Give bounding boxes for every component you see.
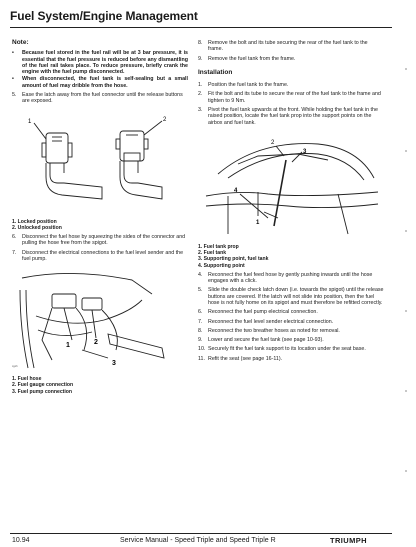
callout-1: 1 [28, 118, 32, 125]
callout-2: 2 [163, 116, 167, 123]
step-item [198, 272, 384, 285]
step-number: 7. [198, 318, 203, 325]
step-text: Reconnect the fuel feed hose by gently pushing inwards until the hose engages with a click. [208, 271, 373, 285]
warning-item [12, 76, 188, 89]
legend-item: 4. Supporting point [198, 262, 245, 269]
step-item [198, 40, 384, 53]
step-text: Securely fit the fuel tank support to its location under the seat base. [208, 346, 366, 353]
warning-item [12, 50, 188, 75]
step-item [12, 92, 188, 105]
step-item [198, 356, 384, 362]
step-number: 5. [12, 92, 17, 99]
step-text: Reconnect the two breather hoses as noted for removal. [208, 327, 340, 334]
warning-text: When disconnected, the fuel tank is self-sealing but a small amount of fuel may dribble from the hose. [22, 76, 188, 89]
step-text: Remove the bolt and its tube securing the rear of the fuel tank to the frame. [208, 40, 368, 53]
header-rule [10, 27, 392, 28]
figure-legend [12, 219, 188, 231]
step-text: Disconnect the electrical connections to the fuel level sender and the fuel pump. [22, 249, 184, 262]
footer-title: Service Manual - Speed Triple and Speed Triple R [120, 537, 276, 544]
step-number: 1. [198, 82, 203, 89]
fuel-hose-illustration [12, 270, 188, 370]
step-item [198, 56, 384, 62]
bullet: • [12, 76, 14, 83]
note-label: Note: [12, 39, 29, 46]
step-item [12, 250, 188, 263]
step-item [198, 107, 384, 126]
step-number: 11. [198, 355, 205, 362]
callout-2: 2 [271, 139, 275, 146]
step-item [198, 287, 384, 306]
step-text: Disconnect the fuel hose by squeezing the sides of the connector and pulling the hose free from the spigot. [22, 234, 186, 247]
figure-connector-latch [12, 113, 188, 213]
step-number: 7. [12, 249, 17, 256]
step-text: Pivot the fuel tank upwards at the front. While holding the fuel tank in the raised position, locate the fuel tank prop into the support points on the airbox and fuel tank. [208, 107, 378, 126]
fuel-tank-prop-illustration [198, 134, 384, 238]
margin-dot [405, 470, 407, 472]
page-number: 10.94 [12, 537, 30, 544]
brand-logo: TRIUMPH [330, 536, 367, 545]
footer-rule [10, 533, 392, 534]
margin-dot [405, 390, 407, 392]
step-text: Ease the latch away from the fuel connector until the release buttons are exposed. [22, 92, 183, 105]
callout-3: 3 [112, 360, 116, 368]
margin-dot [405, 230, 407, 232]
step-number: 8. [198, 40, 203, 46]
step-item [198, 82, 384, 88]
right-column [198, 40, 384, 362]
legend-item: 2. Fuel tank [198, 250, 227, 257]
figure-fuel-tank-prop [198, 134, 384, 238]
step-number: 4. [198, 271, 203, 278]
legend-item: 1. Fuel hose [12, 376, 42, 383]
step-item [198, 346, 384, 352]
warning-text: Because fuel stored in the fuel rail will be at 3 bar pressure, it is essential that the fuel pressure is reduced before any dismantling of the fuel rail takes place. To reduce pressure, briefly crank the engine with the fuel pump disconnected. [22, 50, 188, 76]
step-text: Fit the bolt and its tube to secure the rear of the fuel tank to the frame and tighten to 9 Nm. [208, 91, 381, 104]
margin-marks [398, 60, 416, 540]
step-text: Reconnect the fuel pump electrical connection. [208, 309, 318, 316]
step-item [198, 91, 384, 104]
callout-3: 3 [303, 148, 307, 155]
step-number: 9. [198, 55, 203, 62]
callout-1: 1 [256, 219, 260, 226]
callout-1: 1 [66, 342, 70, 350]
margin-dot [405, 68, 407, 70]
step-text: Slide the double check latch down (i.e. towards the spigot) until the release buttons are covered. If the latch will not slide into position, then the fuel hose is not fully home on its spigot and must therefore be refitted correctly. [208, 287, 384, 306]
margin-dot [405, 310, 407, 312]
step-text: Reconnect the fuel level sender electrical connection. [208, 318, 334, 325]
figure-fuel-hose [12, 270, 188, 370]
step-number: 9. [198, 337, 203, 344]
page-title: Fuel System/Engine Management [10, 9, 198, 23]
step-item [12, 234, 188, 247]
callout-4: 4 [234, 187, 238, 194]
legend-item: 1. Fuel tank prop [198, 243, 239, 250]
step-text: Lower and secure the fuel tank (see page 10-93). [208, 337, 324, 344]
callout-2: 2 [94, 339, 98, 347]
step-text: Refit the seat (see page 16-11). [208, 355, 283, 362]
margin-dot [405, 150, 407, 152]
step-item [198, 337, 384, 343]
legend-item: 3. Supporting point, fuel tank [198, 256, 269, 263]
legend-item: 2. Unlocked position [12, 224, 62, 231]
legend-item: 1. Locked position [12, 218, 57, 225]
legend-item: 2. Fuel gauge connection [12, 382, 74, 389]
installation-heading: Installation [198, 68, 233, 76]
step-item [198, 309, 384, 315]
step-number: 5. [198, 287, 203, 294]
connector-latch-illustration [12, 113, 182, 213]
bullet: • [12, 50, 14, 57]
step-number: 3. [198, 107, 203, 114]
figure-legend [12, 376, 188, 395]
legend-item: 3. Fuel pump connection [12, 388, 72, 395]
step-number: 8. [198, 327, 203, 334]
step-number: 6. [198, 309, 203, 316]
left-column [12, 40, 188, 397]
step-number: 2. [198, 91, 203, 98]
step-number: 10. [198, 346, 206, 353]
step-number: 6. [12, 234, 17, 241]
step-item [198, 328, 384, 334]
step-text: Remove the fuel tank from the frame. [208, 55, 296, 62]
figure-number: cgoh [12, 364, 18, 368]
step-item [198, 319, 384, 325]
figure-legend [198, 244, 384, 269]
step-text: Position the fuel tank to the frame. [208, 82, 289, 89]
